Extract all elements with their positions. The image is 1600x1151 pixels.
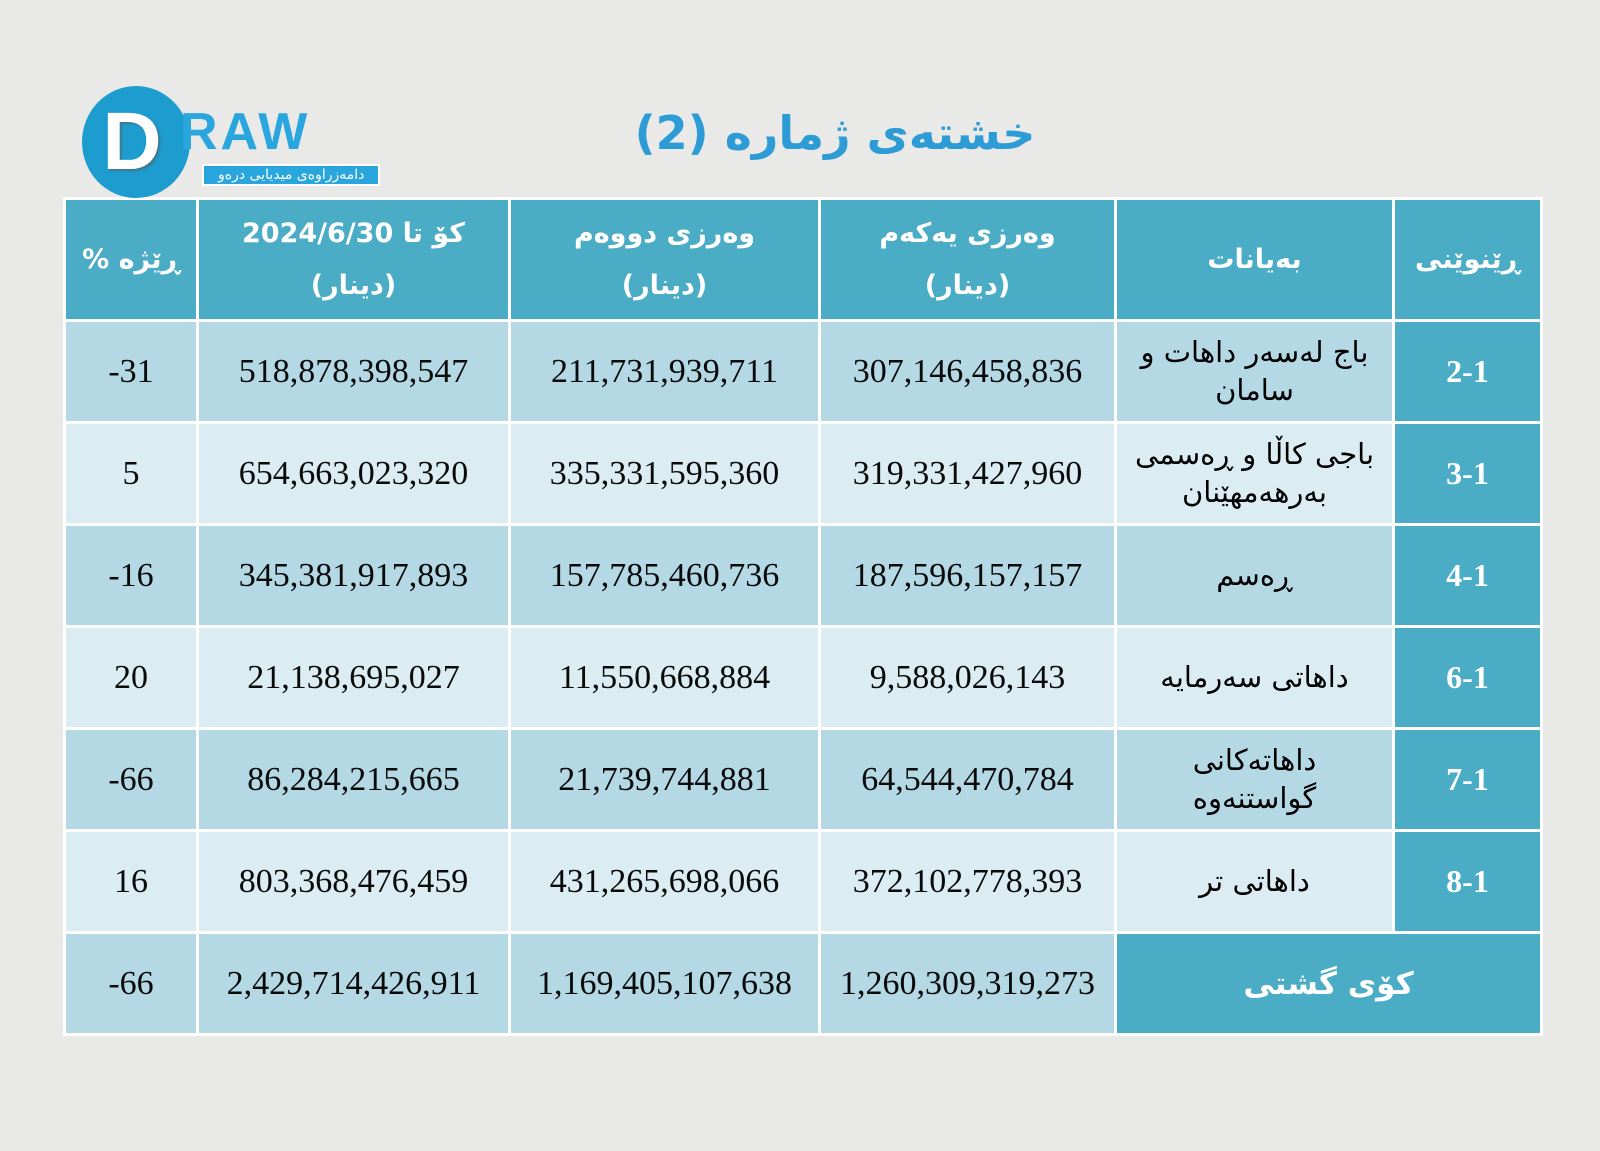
- index-cell: 7-1: [1394, 729, 1542, 831]
- total-cumulative-value: 2,429,714,426,911: [198, 933, 510, 1035]
- header-quarter1-label: وەرزی یەکەم: [879, 217, 1056, 249]
- quarter1-value: 9,588,026,143: [820, 627, 1116, 729]
- header-quarter1: [820, 199, 1116, 321]
- logo-raw-text: RAW: [180, 103, 311, 161]
- header-index: ڕێنوێنی: [1394, 199, 1542, 321]
- page-header: [0, 0, 1600, 197]
- description-cell: داهاتی تر: [1116, 831, 1394, 933]
- cumulative-value: 345,381,917,893: [198, 525, 510, 627]
- table-row: [65, 525, 1542, 627]
- cumulative-value: 654,663,023,320: [198, 423, 510, 525]
- cumulative-value: 86,284,215,665: [198, 729, 510, 831]
- table-row: [65, 729, 1542, 831]
- percentage-value: -66: [65, 729, 198, 831]
- total-quarter1-value: 1,260,309,319,273: [820, 933, 1116, 1035]
- quarter1-value: 307,146,458,836: [820, 321, 1116, 423]
- cumulative-value: 518,878,398,547: [198, 321, 510, 423]
- quarter1-value: 372,102,778,393: [820, 831, 1116, 933]
- cumulative-value: 21,138,695,027: [198, 627, 510, 729]
- quarter1-value: 319,331,427,960: [820, 423, 1116, 525]
- table-row: [65, 627, 1542, 729]
- quarter2-value: 335,331,595,360: [510, 423, 820, 525]
- page-title: خشتەی ژمارە (2): [634, 106, 1036, 160]
- quarter2-value: 11,550,668,884: [510, 627, 820, 729]
- percentage-value: 20: [65, 627, 198, 729]
- header-quarter2-unit: (دینار): [621, 269, 708, 301]
- table-row: [65, 423, 1542, 525]
- total-percentage-value: -66: [65, 933, 198, 1035]
- quarter2-value: 431,265,698,066: [510, 831, 820, 933]
- index-cell: 3-1: [1394, 423, 1542, 525]
- table-row: [65, 321, 1542, 423]
- description-cell: داهاتەکانی گواستنەوە: [1116, 729, 1394, 831]
- table-row: [65, 831, 1542, 933]
- header-cumulative-label: کۆ تا 2024/6/30: [242, 217, 465, 249]
- header-row: [65, 199, 1542, 321]
- header-quarter2: [510, 199, 820, 321]
- percentage-value: -31: [65, 321, 198, 423]
- description-cell: داهاتی سەرمایە: [1116, 627, 1394, 729]
- percentage-value: 5: [65, 423, 198, 525]
- cumulative-value: 803,368,476,459: [198, 831, 510, 933]
- index-cell: 8-1: [1394, 831, 1542, 933]
- index-cell: 4-1: [1394, 525, 1542, 627]
- quarter1-value: 64,544,470,784: [820, 729, 1116, 831]
- logo-banner-text: دامەزراوەی میدیایی درەو: [202, 164, 380, 186]
- header-quarter2-label: وەرزی دووەم: [573, 217, 756, 249]
- header-cumulative: [198, 199, 510, 321]
- index-cell: 2-1: [1394, 321, 1542, 423]
- revenue-table: [63, 197, 1543, 1036]
- header-description: بەیانات: [1116, 199, 1394, 321]
- logo-d-letter: D: [102, 96, 162, 187]
- description-cell: ڕەسم: [1116, 525, 1394, 627]
- description-cell: باجی کاڵا و ڕەسمی بەرهەمهێنان: [1116, 423, 1394, 525]
- total-label-cell: کۆی گشتی: [1116, 933, 1542, 1035]
- header-quarter1-unit: (دینار): [924, 269, 1011, 301]
- quarter2-value: 211,731,939,711: [510, 321, 820, 423]
- header-cumulative-unit: (دینار): [310, 269, 397, 301]
- quarter1-value: 187,596,157,157: [820, 525, 1116, 627]
- index-cell: 6-1: [1394, 627, 1542, 729]
- description-cell: باج لەسەر داهات و سامان: [1116, 321, 1394, 423]
- total-row: [65, 933, 1542, 1035]
- percentage-value: 16: [65, 831, 198, 933]
- percentage-value: -16: [65, 525, 198, 627]
- quarter2-value: 157,785,460,736: [510, 525, 820, 627]
- total-quarter2-value: 1,169,405,107,638: [510, 933, 820, 1035]
- header-percentage: ڕێژە %: [65, 199, 198, 321]
- quarter2-value: 21,739,744,881: [510, 729, 820, 831]
